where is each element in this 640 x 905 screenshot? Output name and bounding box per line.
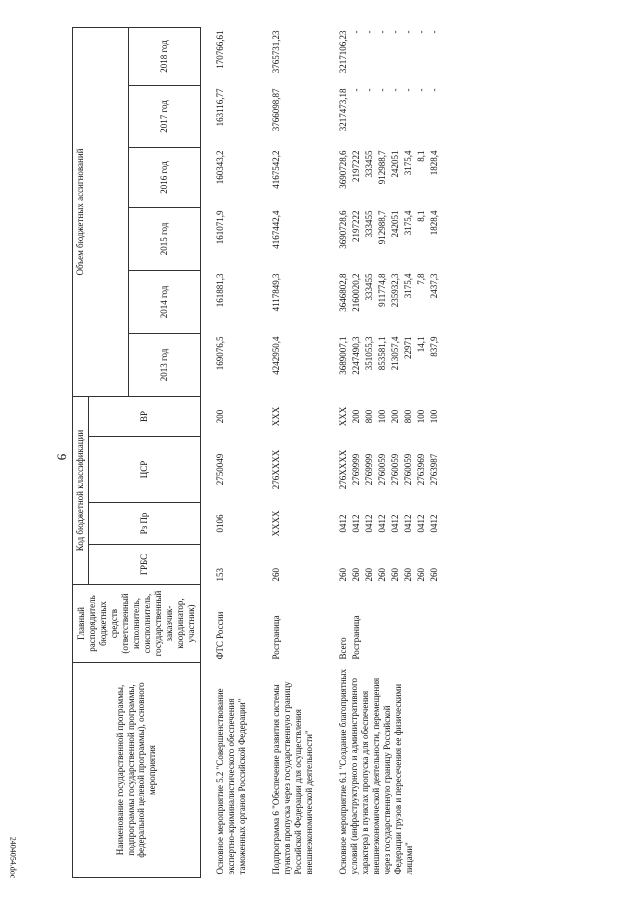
value-2016: 2197222 xyxy=(350,150,361,182)
value-2016: 8,1 xyxy=(415,150,426,162)
header-year-2015: 2015 год xyxy=(128,207,200,270)
vr-cell: 800 xyxy=(363,409,374,424)
rzpr-cell: 0412 xyxy=(363,514,374,533)
page-number: 9 xyxy=(54,453,70,461)
rzpr-cell: 0412 xyxy=(402,514,413,533)
responsible: Всего xyxy=(337,637,348,660)
header-year-2013: 2013 год xyxy=(128,333,200,396)
vr-cell: 800 xyxy=(402,409,413,424)
value-2016: 3175,4 xyxy=(402,150,413,176)
value-2016: 4167542,2 xyxy=(270,150,281,189)
grbs-cell: 260 xyxy=(428,568,439,582)
value-2016: 912988,7 xyxy=(376,150,387,185)
grbs-cell: 260 xyxy=(270,568,281,582)
rzpr-cell: 0412 xyxy=(376,514,387,533)
value-2013: 169076,5 xyxy=(214,336,225,371)
value-2017: - xyxy=(376,88,387,92)
value-2016: 3690728,6 xyxy=(337,150,348,189)
value-2013: 853581,1 xyxy=(376,336,387,371)
value-2018: 3217106,23 xyxy=(337,30,348,74)
value-2017: - xyxy=(428,88,439,92)
value-2015: 1828,4 xyxy=(428,210,439,236)
rzpr-cell: 0106 xyxy=(214,514,225,533)
value-2017: - xyxy=(389,88,400,92)
rzpr-cell: 0412 xyxy=(337,514,348,533)
value-2015: 4167442,4 xyxy=(270,210,281,249)
vr-cell: 100 xyxy=(376,409,387,424)
budget-table xyxy=(72,27,441,878)
grbs-cell: 260 xyxy=(363,568,374,582)
program-name: Основное мероприятие 5.2 "Совершенствование экспертно-криминалистического обеспечения таможенных органов Российской Федерации" xyxy=(214,688,247,875)
value-2013: 4242950,4 xyxy=(270,336,281,375)
value-2014: 911774,8 xyxy=(376,273,387,307)
value-2013: 14,1 xyxy=(415,336,426,353)
header-year-2016: 2016 год xyxy=(128,147,200,207)
grbs-cell: 260 xyxy=(402,568,413,582)
value-2018: - xyxy=(363,30,374,34)
value-2013: 213057,4 xyxy=(389,336,400,371)
value-2018: - xyxy=(389,30,400,34)
value-2014: 7,8 xyxy=(415,273,426,285)
value-2013: 2247490,3 xyxy=(350,336,361,375)
program-name: Подпрограмма 6 "Обеспечение развития системы пунктов пропуска через государственную границу Российской Федерации для осуществления внешнеэкономической деятельности" xyxy=(270,681,314,875)
grbs-cell: 260 xyxy=(389,568,400,582)
csr-cell: 276XXXX xyxy=(270,449,281,490)
header-responsible: Главный распорядитель бюджетных средств (ответственный исполнитель, соисполнитель, государственный заказчик-координатор, участник) xyxy=(73,585,201,663)
value-2018: - xyxy=(376,30,387,34)
vr-cell: 100 xyxy=(428,409,439,424)
csr-cell: 2760059 xyxy=(376,453,387,486)
document-id: 2404054.doc xyxy=(8,836,18,879)
header-budget-codes: Код бюджетной классификации xyxy=(73,396,89,584)
csr-cell: 2750049 xyxy=(214,453,225,486)
csr-cell: 2763969 xyxy=(415,453,426,486)
value-2016: 333455 xyxy=(363,150,374,178)
value-2014: 235932,3 xyxy=(389,273,400,308)
table-row xyxy=(200,27,248,877)
value-2018: - xyxy=(428,30,439,34)
value-2018: 170766,61 xyxy=(214,30,225,69)
value-2015: 242051 xyxy=(389,210,400,238)
rzpr-cell: 0412 xyxy=(389,514,400,533)
header-csr: ЦСР xyxy=(88,437,200,503)
vr-cell: 200 xyxy=(214,409,225,424)
value-2014: 2160020,2 xyxy=(350,273,361,312)
value-2017: - xyxy=(415,88,426,92)
rzpr-cell: 0412 xyxy=(428,514,439,533)
grbs-cell: 260 xyxy=(350,568,361,582)
header-year-2017: 2017 год xyxy=(128,85,200,147)
value-2014: 4117849,3 xyxy=(270,273,281,312)
grbs-cell: 153 xyxy=(214,568,225,582)
table-row xyxy=(316,27,350,877)
value-2017: - xyxy=(363,88,374,92)
value-2015: 912988,7 xyxy=(376,210,387,245)
budget-table-page xyxy=(72,28,622,878)
grbs-cell: 260 xyxy=(337,568,348,582)
value-2013: 837,9 xyxy=(428,336,439,357)
value-2016: 160343,2 xyxy=(214,150,225,185)
value-2016: 1828,4 xyxy=(428,150,439,176)
value-2017: - xyxy=(350,88,361,92)
vr-cell: XXX xyxy=(270,406,281,427)
value-2017: 3217473,18 xyxy=(337,88,348,132)
value-2018: - xyxy=(415,30,426,34)
csr-cell: 2760059 xyxy=(402,453,413,486)
rzpr-cell: XXXX xyxy=(270,510,281,537)
value-2015: 161071,9 xyxy=(214,210,225,245)
header-rzpr: Рз Пр xyxy=(88,503,200,545)
rzpr-cell: 0412 xyxy=(415,514,426,533)
vr-cell: 100 xyxy=(415,409,426,424)
csr-cell: 2760059 xyxy=(389,453,400,486)
value-2017: 3766098,87 xyxy=(270,88,281,132)
value-2015: 3175,4 xyxy=(402,210,413,236)
value-2014: 3175,4 xyxy=(402,273,413,299)
vr-cell: XXX xyxy=(337,406,348,427)
table-row xyxy=(249,27,316,877)
header-program-name: Наименование государственной программы, подпрограммы государственной программы, федеральной целевой программы), основного мероприятия xyxy=(73,663,201,878)
rzpr-cell: 0412 xyxy=(350,514,361,533)
value-2018: - xyxy=(350,30,361,34)
header-year-2018: 2018 год xyxy=(128,27,200,85)
value-2013: 22971 xyxy=(402,336,413,359)
value-2015: 3690728,6 xyxy=(337,210,348,249)
value-2018: - xyxy=(402,30,413,34)
value-2017: - xyxy=(402,88,413,92)
value-2015: 2197222 xyxy=(350,210,361,242)
csr-cell: 2769999 xyxy=(350,453,361,486)
value-2016: 242051 xyxy=(389,150,400,178)
program-name: Основное мероприятие 6.1 "Создание благоприятных условий (инфраструктурного и административного характера) в пунктах пропуска для обеспечения внешнеэкономической деятельности, перемещения через государственную границу Российской Федерации грузов и пересечения ее физическими лицами" xyxy=(337,668,414,875)
csr-cell: 276XXXX xyxy=(337,449,348,490)
csr-cell: 2763987 xyxy=(428,453,439,486)
grbs-cell: 260 xyxy=(376,568,387,582)
csr-cell: 2769999 xyxy=(363,453,374,486)
value-2013: 3689007,1 xyxy=(337,336,348,375)
value-2013: 351055,3 xyxy=(363,336,374,371)
header-vr: ВР xyxy=(88,396,200,436)
responsible: Росграница xyxy=(270,615,281,660)
header-grbs: ГРБС xyxy=(88,545,200,585)
value-2014: 2437,3 xyxy=(428,273,439,299)
vr-cell: 200 xyxy=(350,409,361,424)
header-year-2014: 2014 год xyxy=(128,270,200,333)
vr-cell: 200 xyxy=(389,409,400,424)
value-2015: 333455 xyxy=(363,210,374,238)
value-2015: 8,1 xyxy=(415,210,426,222)
value-2018: 3765731,23 xyxy=(270,30,281,74)
grbs-cell: 260 xyxy=(415,568,426,582)
responsible: Росграница xyxy=(350,615,361,660)
value-2014: 333455 xyxy=(363,273,374,301)
value-2014: 161881,3 xyxy=(214,273,225,308)
header-budget-volume: Объем бюджетных ассигнований xyxy=(73,27,89,396)
value-2017: 163116,77 xyxy=(214,88,225,127)
responsible: ФТС России xyxy=(214,611,225,660)
value-2014: 3646802,8 xyxy=(337,273,348,312)
